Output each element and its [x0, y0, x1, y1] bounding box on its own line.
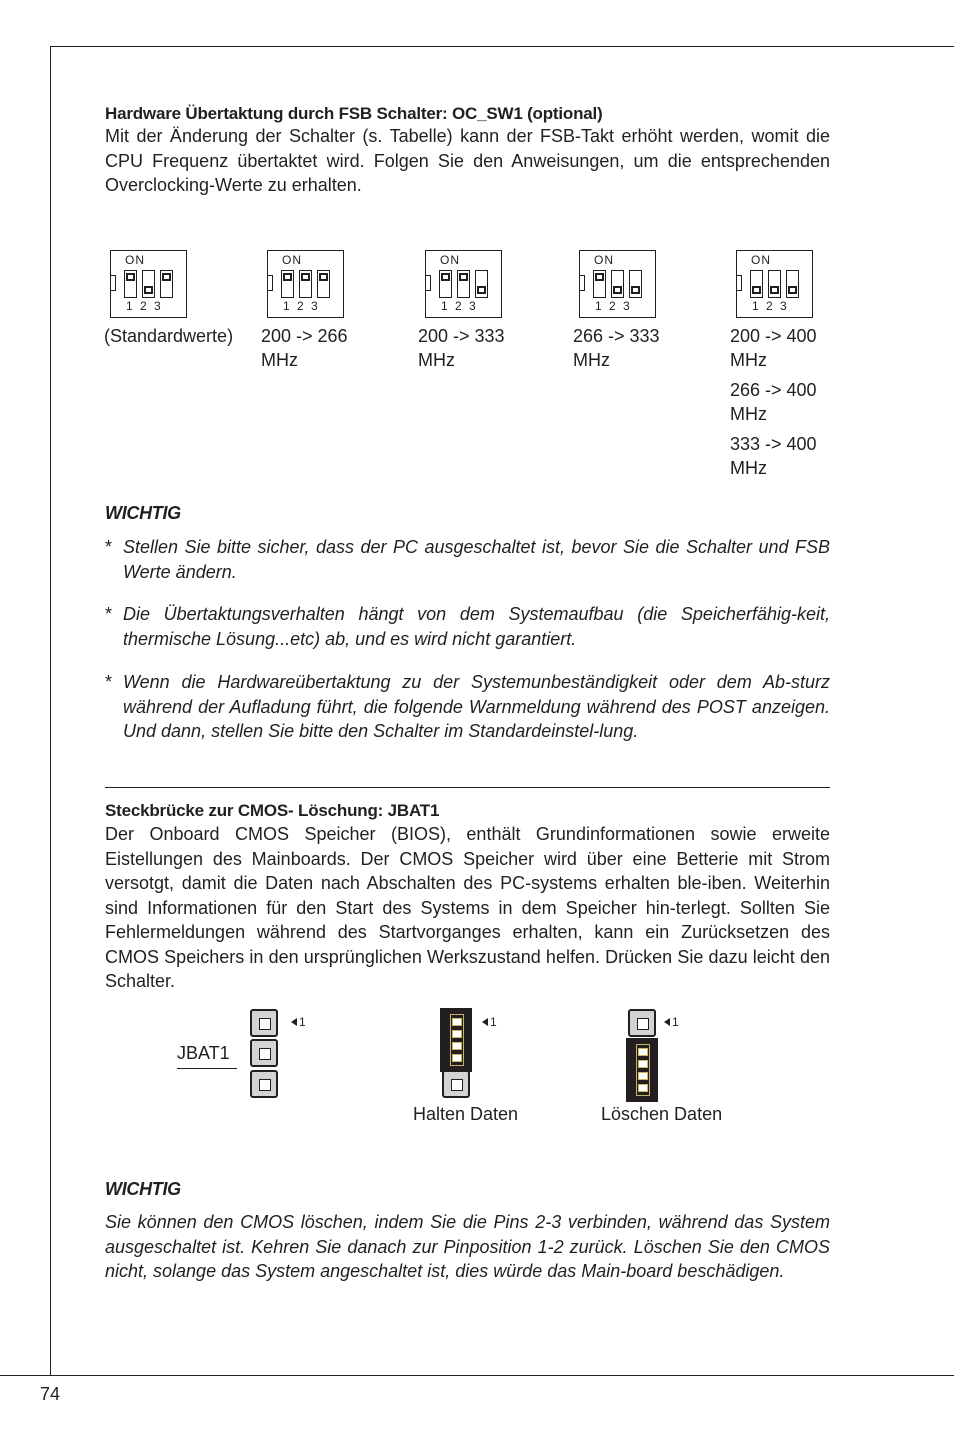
- dip-switch-5: [736, 250, 813, 318]
- switch-knob-up: [162, 273, 171, 281]
- switch-notch: [111, 275, 116, 291]
- switch-notch: [268, 275, 273, 291]
- page-frame-bottom: [0, 1375, 954, 1376]
- switch-lever-2: [142, 270, 155, 298]
- switch-lever-3: [160, 270, 173, 298]
- switch-setting-label: 200 -> 266 MHz: [261, 326, 348, 370]
- jumper-cap-keep: [440, 1008, 472, 1072]
- switch-knob-down: [613, 286, 622, 294]
- pin-one-marker: 1: [482, 1015, 497, 1029]
- switch-lever-1: [593, 270, 606, 298]
- switch-on-label: ON: [282, 253, 302, 267]
- important-list-1: [105, 535, 830, 744]
- triangle-icon: [291, 1018, 297, 1026]
- dip-switch-4: [579, 250, 656, 318]
- switch-setting-label: 266 -> 400 MHz: [730, 380, 817, 424]
- switch-lever-2: [457, 270, 470, 298]
- important-bullet-2: [105, 602, 830, 651]
- dip-switch-3: [425, 250, 502, 318]
- important-bullet-3: [105, 670, 830, 744]
- important-bullet-1: [105, 535, 830, 584]
- dip-switch-1: [110, 250, 187, 318]
- fsb-heading: Hardware Übertaktung durch FSB Schalter: OC_SW1 (optional): [105, 104, 603, 123]
- triangle-icon: [482, 1018, 488, 1026]
- jbat1-pin-3: [250, 1070, 278, 1098]
- switch-knob-up: [301, 273, 310, 281]
- switch-numbers: 1 2 3: [595, 299, 630, 313]
- fsb-body: Mit der Änderung der Schalter (s. Tabelle) kann der FSB-Takt erhöht werden, womit die CPU Frequenz übertaktet wird. Folgen Sie den Anweisungen, um die entsprechenden Overclocking-Werte zu erhalten.: [105, 126, 830, 195]
- bullet-asterisk: *: [105, 604, 113, 624]
- switch-lever-2: [611, 270, 624, 298]
- clear-pin-1: [628, 1009, 656, 1037]
- switch-lever-3: [629, 270, 642, 298]
- switch-on-label: ON: [751, 253, 771, 267]
- important-title-1: WICHTIG: [105, 503, 181, 523]
- jumper-cap-clear: [626, 1038, 658, 1102]
- switch-lever-3: [317, 270, 330, 298]
- switch-on-label: ON: [440, 253, 460, 267]
- keep-pin-3: [442, 1070, 470, 1098]
- bullet-text: Stellen Sie bitte sicher, dass der PC ausgeschaltet ist, bevor Sie die Schalter und FSB Werte ändern.: [123, 537, 830, 582]
- switch-lever-1: [281, 270, 294, 298]
- keep-data-label: Halten Daten: [413, 1104, 519, 1124]
- switch-setting-label: 200 -> 400 MHz: [730, 326, 817, 370]
- switch-notch: [580, 275, 585, 291]
- bullet-text: Die Übertaktungsverhalten hängt von dem Systemaufbau (die Speicherfähig-keit, thermische Lösung...etc) ab, und es wird nicht garantiert.: [123, 604, 830, 649]
- pin-one-marker: 1: [664, 1015, 679, 1029]
- switch-lever-1: [439, 270, 452, 298]
- page-number: 74: [40, 1384, 61, 1404]
- switch-lever-3: [475, 270, 488, 298]
- switch-knob-up: [283, 273, 292, 281]
- jbat1-pin-1: [250, 1009, 278, 1037]
- switch-lever-3: [786, 270, 799, 298]
- switch-knob-down: [770, 286, 779, 294]
- cmos-heading: Steckbrücke zur CMOS- Löschung: JBAT1: [105, 801, 440, 820]
- switch-knob-up: [319, 273, 328, 281]
- switch-setting-label: 200 -> 333 MHz: [418, 326, 505, 370]
- switch-knob-down: [631, 286, 640, 294]
- switch-knob-down: [752, 286, 761, 294]
- triangle-icon: [664, 1018, 670, 1026]
- switch-lever-2: [299, 270, 312, 298]
- cmos-body: Der Onboard CMOS Speicher (BIOS), enthält Grundinformationen sowie erweite Eistellungen des Mainboards. Der CMOS Speicher wird über eine Betterie mit Strom versotgt, damit die Daten nach Abschalten des PC-systems erhalten ble-iben. Weiterhin sind Informationen für den Start des Systems in dem Speicher hin-terlegt. Sollten Sie Fehlermeldungen während des Startvorganges erhalten, kann ein Zurücksetzen des CMOS Speichers in den ursprünglichen Werkszustand helfen. Drücken Sie dazu leicht den Schalter.: [105, 824, 830, 991]
- switch-knob-up: [126, 273, 135, 281]
- switch-knob-up: [441, 273, 450, 281]
- switch-lever-2: [768, 270, 781, 298]
- switch-notch: [426, 275, 431, 291]
- bullet-asterisk: *: [105, 672, 113, 692]
- switch-knob-down: [144, 286, 153, 294]
- switch-numbers: 1 2 3: [283, 299, 318, 313]
- switch-knob-up: [595, 273, 604, 281]
- switch-numbers: 1 2 3: [752, 299, 787, 313]
- page-frame-top: [50, 46, 954, 47]
- switch-numbers: 1 2 3: [126, 299, 161, 313]
- important-body-2: Sie können den CMOS löschen, indem Sie die Pins 2-3 verbinden, während das System ausgeschaltet ist. Kehren Sie danach zur Pinposition 1-2 zurück. Löschen Sie den CMOS nicht, solange das System angeschaltet ist, dies würde das Main-board beschädigen.: [105, 1212, 830, 1281]
- switch-lever-1: [124, 270, 137, 298]
- switch-numbers: 1 2 3: [441, 299, 476, 313]
- section-divider: [105, 787, 830, 788]
- bullet-text: Wenn die Hardwareübertaktung zu der Systemunbeständigkeit oder dem Ab-sturz während der Aufladung führt, die folgende Warnmeldung während des POST anzeigen. Und dann, stellen Sie bitte den Schalter im Standardeinstel-lung.: [123, 672, 830, 741]
- switch-on-label: ON: [594, 253, 614, 267]
- bullet-asterisk: *: [105, 537, 113, 557]
- switch-lever-1: [750, 270, 763, 298]
- switch-on-label: ON: [125, 253, 145, 267]
- jbat1-label-underline: [177, 1068, 237, 1069]
- page-frame-left: [50, 46, 51, 1376]
- switch-knob-down: [477, 286, 486, 294]
- switch-setting-label: (Standardwerte): [104, 326, 234, 346]
- important-title-2: WICHTIG: [105, 1179, 181, 1199]
- switch-knob-down: [788, 286, 797, 294]
- switch-knob-up: [459, 273, 468, 281]
- switch-notch: [737, 275, 742, 291]
- switch-setting-label: 266 -> 333 MHz: [573, 326, 660, 370]
- clear-data-label: Löschen Daten: [601, 1104, 723, 1124]
- switch-setting-label: 333 -> 400 MHz: [730, 434, 817, 478]
- jbat1-pin-2: [250, 1039, 278, 1067]
- pin-one-marker: 1: [291, 1015, 306, 1029]
- jbat1-label: JBAT1: [177, 1043, 230, 1063]
- dip-switch-2: [267, 250, 344, 318]
